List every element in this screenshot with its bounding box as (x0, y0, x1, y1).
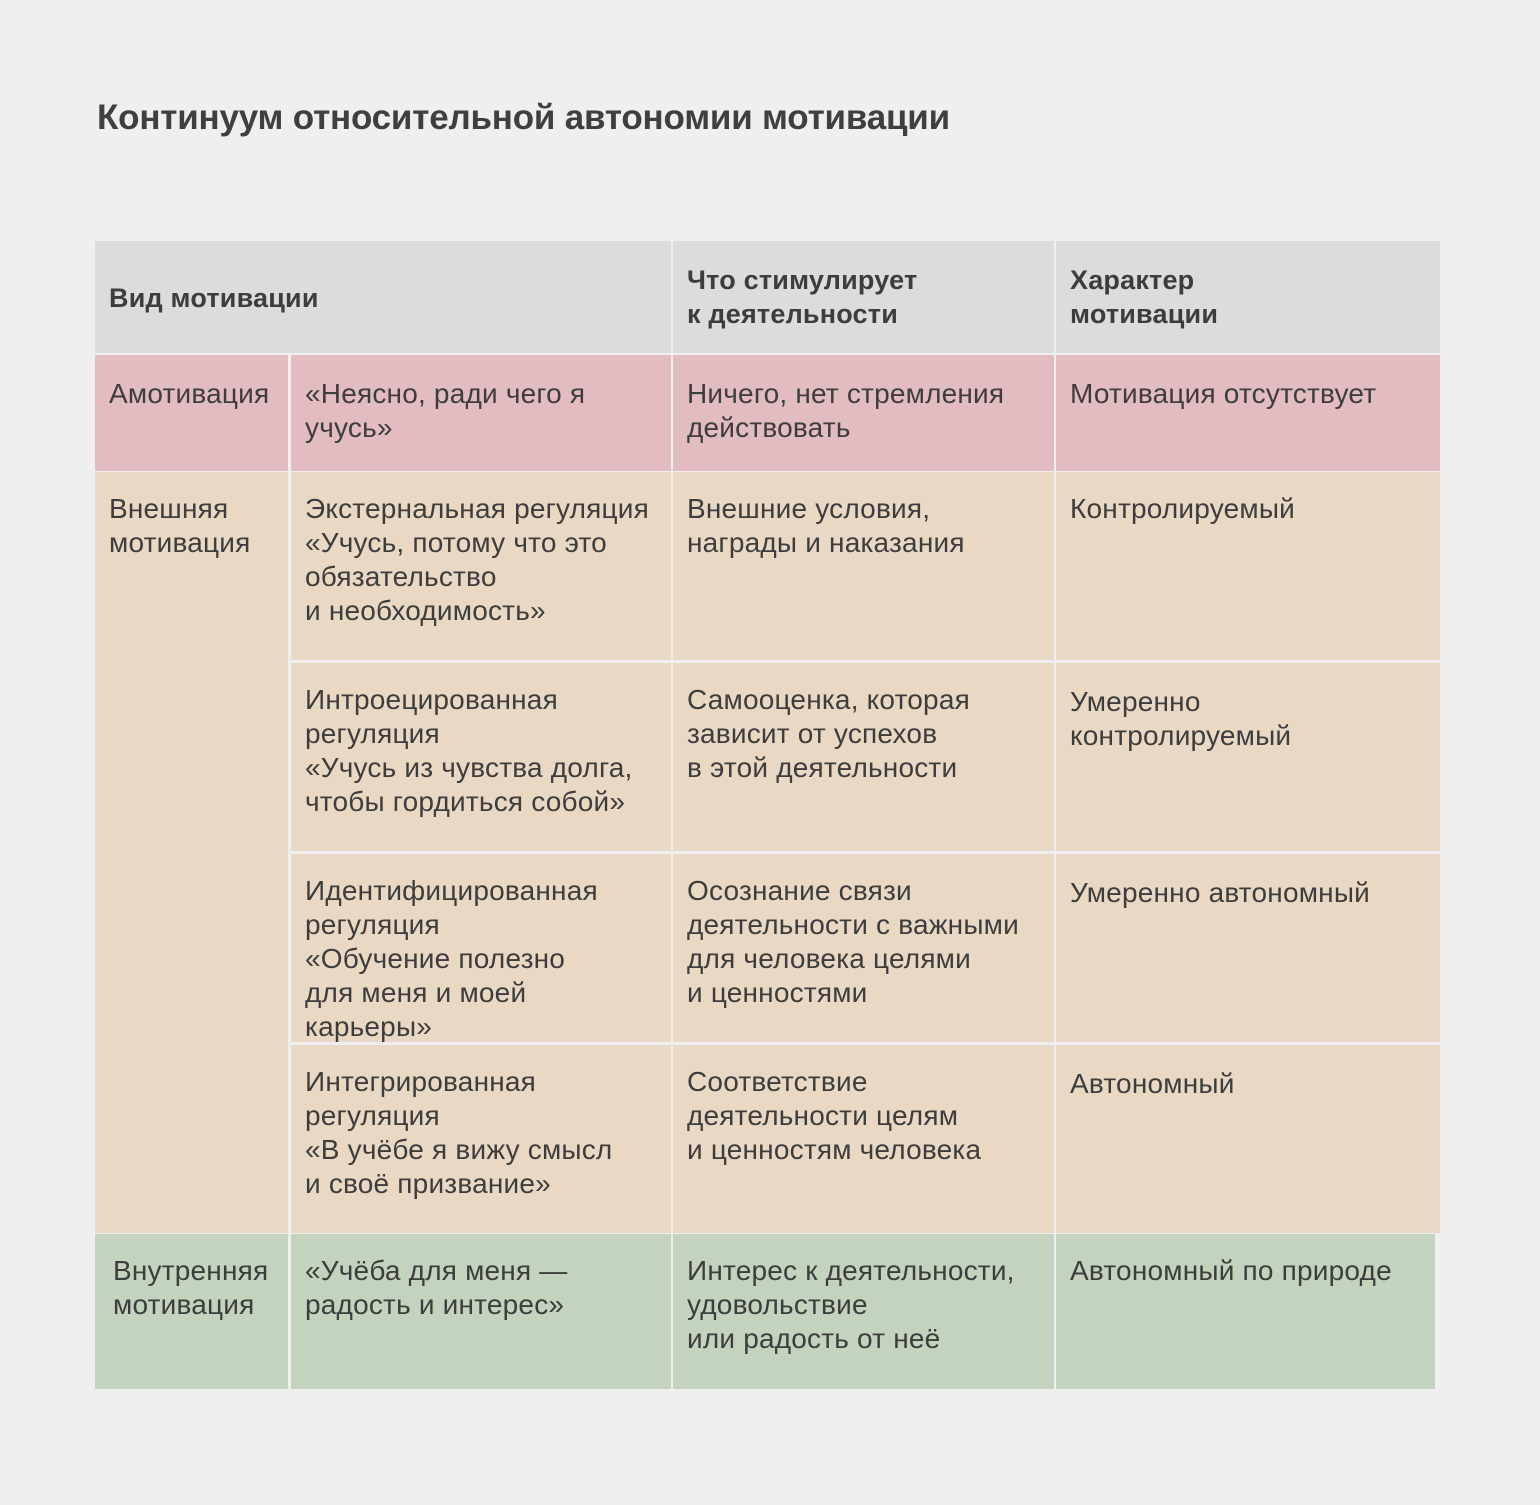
page-title: Континуум относительной автономии мотивации (97, 98, 950, 137)
extrinsic-row-regulation: Интроецированная регуляция «Учусь из чувства долга, чтобы гордиться собой» (291, 663, 671, 851)
amotivation-character: Мотивация отсутствует (1056, 355, 1440, 471)
extrinsic-row-character: Автономный (1056, 1045, 1440, 1233)
extrinsic-row-character: Умеренно контролируемый (1056, 663, 1440, 851)
intrinsic-type: Внутренняя мотивация (95, 1234, 288, 1389)
extrinsic-row-stimulus: Внешние условия, награды и наказания (673, 472, 1054, 660)
intrinsic-regulation: «Учёба для меня — радость и интерес» (291, 1234, 671, 1389)
extrinsic-row-regulation: Экстернальная регуляция «Учусь, потому что это обязательство и необходимость» (291, 472, 671, 660)
intrinsic-character: Автономный по природе (1056, 1234, 1435, 1389)
extrinsic-type: Внешняя мотивация (95, 472, 288, 1233)
extrinsic-row-regulation: Идентифицированная регуляция «Обучение полезно для меня и моей карьеры» (291, 854, 671, 1042)
intrinsic-stimulus: Интерес к деятельности, удовольствие или радость от неё (673, 1234, 1054, 1389)
extrinsic-row-regulation: Интегрированная регуляция «В учёбе я вижу смысл и своё призвание» (291, 1045, 671, 1233)
extrinsic-row-stimulus: Самооценка, которая зависит от успехов в этой деятельности (673, 663, 1054, 851)
extrinsic-row-stimulus: Соответствие деятельности целям и ценностям человека (673, 1045, 1054, 1233)
amotivation-type: Амотивация (95, 355, 288, 471)
amotivation-regulation: «Неясно, ради чего я учусь» (291, 355, 671, 471)
extrinsic-row-character: Умеренно автономный (1056, 854, 1440, 1042)
extrinsic-row-stimulus: Осознание связи деятельности с важными для человека целями и ценностями (673, 854, 1054, 1042)
header-stimulus: Что стимулирует к деятельности (673, 241, 1054, 353)
amotivation-stimulus: Ничего, нет стремления действовать (673, 355, 1054, 471)
extrinsic-row-character: Контролируемый (1056, 472, 1440, 660)
header-character: Характер мотивации (1056, 241, 1440, 353)
header-type: Вид мотивации (95, 241, 671, 353)
